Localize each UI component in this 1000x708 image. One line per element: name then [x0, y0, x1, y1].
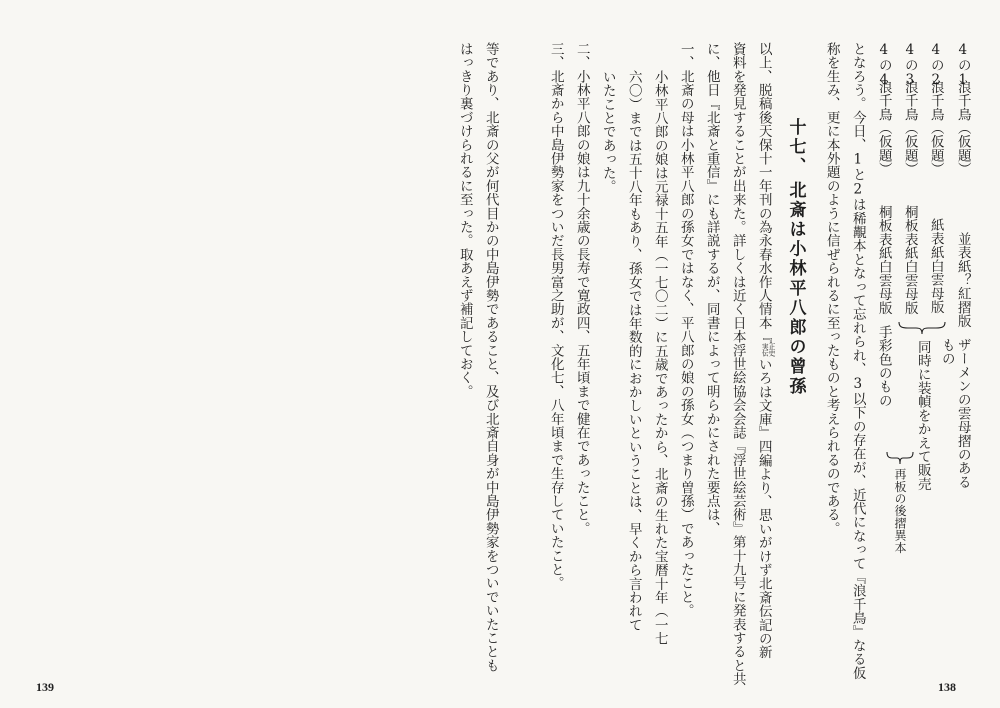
entry-number: 4の4: [875, 42, 892, 89]
brace-icon: [886, 452, 914, 465]
entry-number: 4の3: [901, 42, 918, 89]
entry-title: 浪千鳥（仮題）: [901, 80, 918, 176]
entry-number: 4の2: [927, 42, 944, 89]
section-number: 十七、: [785, 118, 806, 177]
point-explanation-line: 六〇）までは五十八年もあり、孫女では年数的におかしいということは、早くから言われて: [625, 70, 642, 632]
entry-title: 浪千鳥（仮題）: [927, 80, 944, 176]
section-title: 北斎は小林平八郎の曾孫: [785, 180, 806, 397]
body-line: はっきり裏づけられるに至った。取あえず補記しておく。: [456, 42, 473, 399]
warichu-annotation: 正史実伝: [760, 343, 775, 357]
entry-edition: 紙表紙白雲母版: [927, 218, 944, 314]
point-item: 二、小林平八郎の娘は九十余歳の長寿で寛政四、五年頃まで健在であったこと。: [573, 42, 590, 536]
entry-edition: 並表紙？紅摺版: [954, 232, 971, 328]
group-note: 再板の後摺異本: [893, 468, 907, 554]
body-line: 称を生み、更に本外題のように信ぜられるに至ったものと考えられるのである。: [823, 42, 840, 536]
page-138: [500, 0, 1000, 708]
entry-edition: 桐板表紙白雲母版: [875, 205, 892, 315]
entry-note: ザーメンの雲母摺のある: [954, 338, 971, 489]
entry-title: 浪千鳥（仮題）: [875, 80, 892, 176]
page-number: 138: [938, 680, 956, 694]
group-note: 同時に装幀をかえて販売: [914, 340, 931, 491]
body-line: に、他日『北斎と重信』にも詳説するが、同書によって明らかにされた要点は、: [703, 42, 720, 536]
section-heading: [787, 118, 804, 396]
body-text: いろは文庫』四編より、思いがけず北斎伝記の新: [755, 357, 772, 659]
entry-note: 手彩色のもの: [875, 325, 892, 408]
entry-edition: 桐板表紙白雲母版: [901, 205, 918, 315]
point-explanation-line: いたことであった。: [599, 70, 616, 194]
point-item: 三、北斎から中島伊勢家をついだ長男富之助が、文化七、八年頃まで生存していたこと。: [547, 42, 564, 590]
body-line: [756, 42, 774, 659]
page-number: 139: [36, 680, 54, 694]
point-explanation-line: 小林平八郎の娘は元禄十五年（一七〇二）に五歳であったから、北斎の生れた宝暦十年（一七: [651, 70, 668, 646]
entry-note-continued: もの: [938, 338, 955, 366]
body-line: 資料を発見することが出来た。詳しくは近く日本浮世絵協会会誌『浮世絵芸術』第十九号に発表すると共: [729, 42, 746, 686]
entry-title: 浪千鳥（仮題）: [954, 80, 971, 176]
body-text: 以上、脱稿後天保十一年刊の為永春水作人情本『: [755, 42, 772, 344]
point-item: 一、北斎の母は小林平八郎の孫女ではなく、平八郎の娘の孫女（つまり曽孫）であったこと。: [677, 42, 694, 618]
body-line: となろう。今日、1と2は稀覯本となって忘れられ、3以下の存在が、近代になって『浪千鳥』なる仮: [849, 42, 866, 680]
entry-number: 4の1: [954, 42, 971, 89]
body-line: 等であり、北斎の父が何代目かの中島伊勢であること、及び北斎自身が中島伊勢家をついでいたことも: [482, 42, 499, 673]
brace-icon: [898, 322, 946, 335]
